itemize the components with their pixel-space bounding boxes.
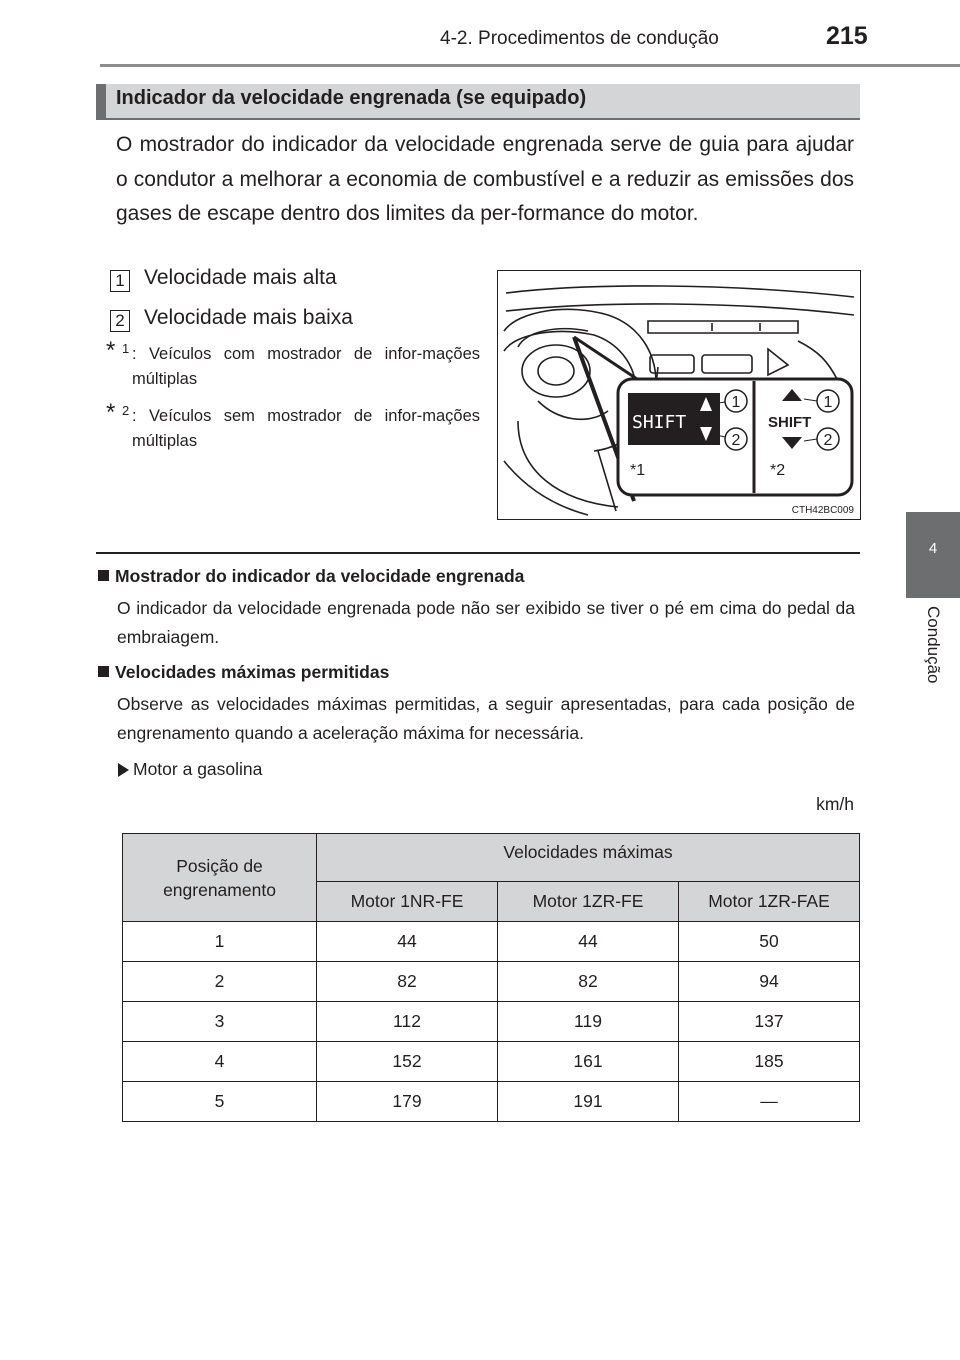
figure-code: CTH42BC009 <box>791 505 854 516</box>
table-cell: 2 <box>123 962 317 1002</box>
header-rule <box>100 64 960 67</box>
bullet-square-icon <box>98 666 109 677</box>
footnote-2 <box>106 399 480 454</box>
table-row <box>123 1042 860 1082</box>
triangle-bullet-icon <box>118 763 129 777</box>
table-cell: — <box>679 1082 860 1122</box>
subsection-body: O indicador da velocidade engrenada pode não ser exibido se tiver o pé em cima do pedal da embraiagem. <box>117 598 855 647</box>
table-cell: 1 <box>123 922 317 962</box>
table-cell: 137 <box>679 1002 860 1042</box>
table-cell: 179 <box>317 1082 498 1122</box>
callout-2: 2 <box>731 432 741 449</box>
table-cell: 82 <box>317 962 498 1002</box>
table-cell: 94 <box>679 962 860 1002</box>
table-header-group: Velocidades máximas <box>317 834 860 882</box>
table-header-gear: Posição de engrenamento <box>123 834 317 922</box>
table-header-engine: Motor 1NR-FE <box>317 882 498 922</box>
shift-display-label: SHIFT <box>632 412 687 433</box>
table-cell: 161 <box>498 1042 679 1082</box>
table-cell: 4 <box>123 1042 317 1082</box>
dashboard-illustration <box>498 271 860 519</box>
table-cell: 44 <box>317 922 498 962</box>
bullet-square-icon <box>98 570 109 581</box>
max-speed-table <box>122 833 860 1122</box>
variant-label-1: *1 <box>630 462 646 479</box>
subsection-title: Velocidades máximas permitidas <box>98 662 389 683</box>
running-header: 4-2. Procedimentos de condução <box>440 28 719 49</box>
section-heading-bar <box>96 84 106 118</box>
table-cell: 82 <box>498 962 679 1002</box>
table-cell: 112 <box>317 1002 498 1042</box>
table-row <box>123 922 860 962</box>
footnote-text: : Veículos sem mostrador de infor-mações múltiplas <box>132 407 480 450</box>
legend-number: 2 <box>110 310 130 332</box>
chapter-number: 4 <box>928 540 938 557</box>
footnote-text: : Veículos com mostrador de infor-mações múltiplas <box>132 345 480 388</box>
footnote-sup: 1 <box>122 341 130 356</box>
shift-indicator-figure <box>497 270 861 520</box>
footnote-1 <box>106 337 480 392</box>
footnote-star: * <box>106 399 116 426</box>
subsection-title: Mostrador do indicador da velocidade engrenada <box>98 566 524 587</box>
footnote-star: * <box>106 337 116 364</box>
table-cell: 50 <box>679 922 860 962</box>
table-row <box>123 1002 860 1042</box>
table-cell: 152 <box>317 1042 498 1082</box>
table-row <box>123 1082 860 1122</box>
table-cell: 3 <box>123 1002 317 1042</box>
table-cell: 119 <box>498 1002 679 1042</box>
legend-number: 1 <box>110 270 130 292</box>
section-heading-rule <box>96 118 860 120</box>
footnote-sup: 2 <box>122 403 130 418</box>
section-title: Indicador da velocidade engrenada (se equipado) <box>116 87 587 109</box>
table-row <box>123 962 860 1002</box>
callout-2: 2 <box>823 432 833 449</box>
table-cell: 5 <box>123 1082 317 1122</box>
table-cell: 191 <box>498 1082 679 1122</box>
intro-paragraph: O mostrador do indicador da velocidade engrenada serve de guia para ajudar o condutor a melhorar a economia de combustível e a reduzir as emissões dos gases de escape dentro dos limites da per-formance do motor. <box>116 133 854 225</box>
variant-label-2: *2 <box>770 462 786 479</box>
divider-rule <box>96 552 860 554</box>
table-cell: 185 <box>679 1042 860 1082</box>
unit-label: km/h <box>816 794 854 814</box>
legend-text: Velocidade mais baixa <box>144 306 353 329</box>
subsection-body: Observe as velocidades máximas permitidas, a seguir apresentadas, para cada posição de engrenamento quando a aceleração máxima for necessária. <box>117 694 855 743</box>
shift-text-label: SHIFT <box>768 414 812 431</box>
table-header-engine: Motor 1ZR-FAE <box>679 882 860 922</box>
legend-text: Velocidade mais alta <box>144 266 337 289</box>
chapter-label: Condução <box>924 606 943 684</box>
page-number: 215 <box>826 22 868 50</box>
table-cell: 44 <box>498 922 679 962</box>
callout-1: 1 <box>823 394 833 411</box>
engine-label: Motor a gasolina <box>118 759 262 780</box>
table-header-engine: Motor 1ZR-FE <box>498 882 679 922</box>
callout-1: 1 <box>731 394 741 411</box>
